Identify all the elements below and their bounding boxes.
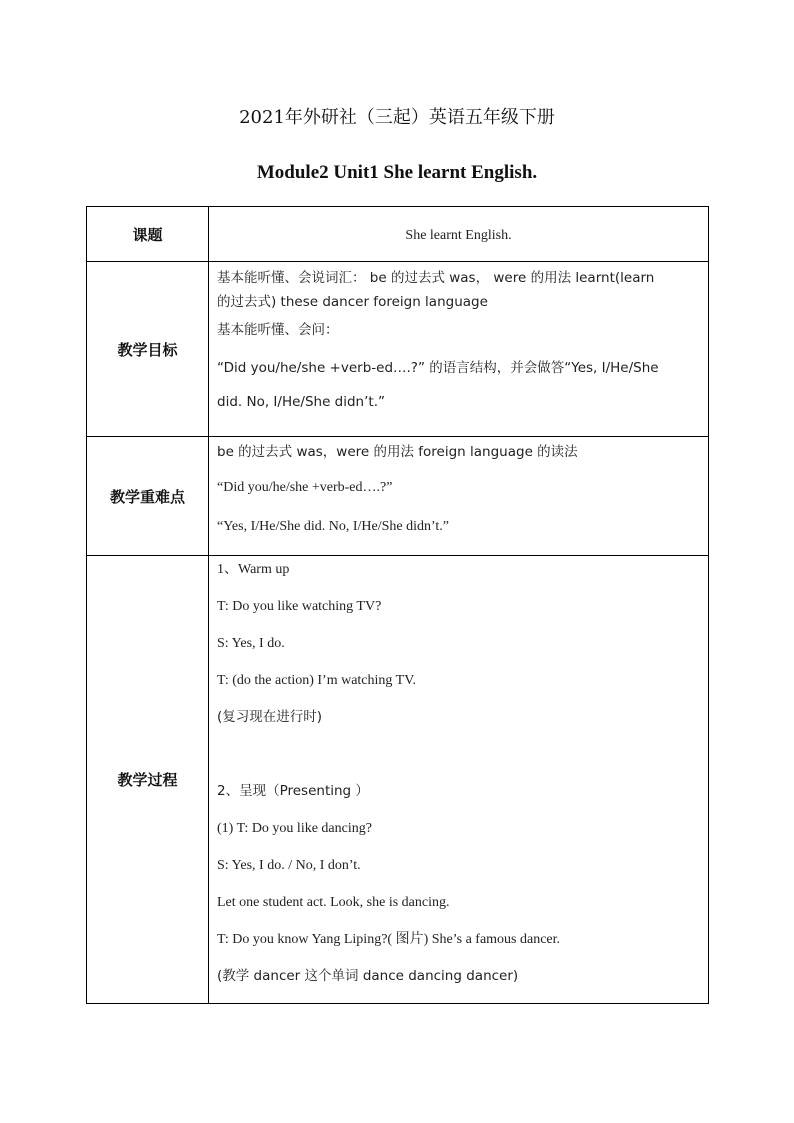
objectives-label: 教学目标 [87, 262, 209, 437]
process-line: S: Yes, I do. / No, I don’t. [217, 858, 361, 873]
process-content [209, 556, 709, 1004]
keypoints-line: “Yes, I/He/She did. No, I/He/She didn’t.” [217, 519, 450, 534]
objectives-line: “Did you/he/she +verb-ed….?” 的语言结构，并会做答“Yes, I/He/She [217, 360, 659, 376]
subject-row [87, 207, 709, 262]
keypoints-line: be 的过去式 was，were 的用法 foreign language 的读法 [217, 444, 578, 460]
subject-value: She learnt English. [209, 207, 709, 262]
process-blank-line [217, 744, 700, 781]
process-line: (复习现在进行时) [217, 709, 323, 725]
process-line: S: Yes, I do. [217, 636, 285, 651]
process-line: (教学 dancer 这个单词 dance dancing dancer) [217, 968, 519, 984]
process-line: 2、呈现（Presenting ） [217, 783, 369, 799]
process-line: T: (do the action) I’m watching TV. [217, 673, 417, 688]
objectives-content [209, 262, 709, 437]
lesson-plan-table [86, 206, 709, 1004]
process-line: Let one student act. Look, she is dancing. [217, 895, 450, 910]
keypoints-label: 教学重难点 [87, 437, 209, 556]
keypoints-content [209, 437, 709, 556]
document-subtitle: Module2 Unit1 She learnt English. [256, 162, 538, 183]
subject-label: 课题 [87, 207, 209, 262]
objectives-line: 的过去式) these dancer foreign language [217, 294, 488, 310]
document-title: 2021年外研社（三起）英语五年级下册 [239, 107, 555, 128]
keypoints-line: “Did you/he/she +verb-ed….?” [217, 480, 393, 495]
process-line: T: Do you like watching TV? [217, 599, 382, 614]
process-row [87, 556, 709, 1004]
objectives-line: 基本能听懂、会说词汇： be 的过去式 was， were 的用法 learnt(learn [217, 270, 655, 286]
objectives-line: did. No, I/He/She didn’t.” [217, 394, 385, 410]
objectives-row [87, 262, 709, 437]
process-line: T: Do you know Yang Liping?( 图片) She’s a famous dancer. [217, 932, 561, 947]
process-label: 教学过程 [87, 556, 209, 1004]
process-line: 1、Warm up [217, 562, 290, 577]
process-line: (1) T: Do you like dancing? [217, 821, 372, 836]
keypoints-row [87, 437, 709, 556]
objectives-line: 基本能听懂、会问： [217, 322, 339, 338]
